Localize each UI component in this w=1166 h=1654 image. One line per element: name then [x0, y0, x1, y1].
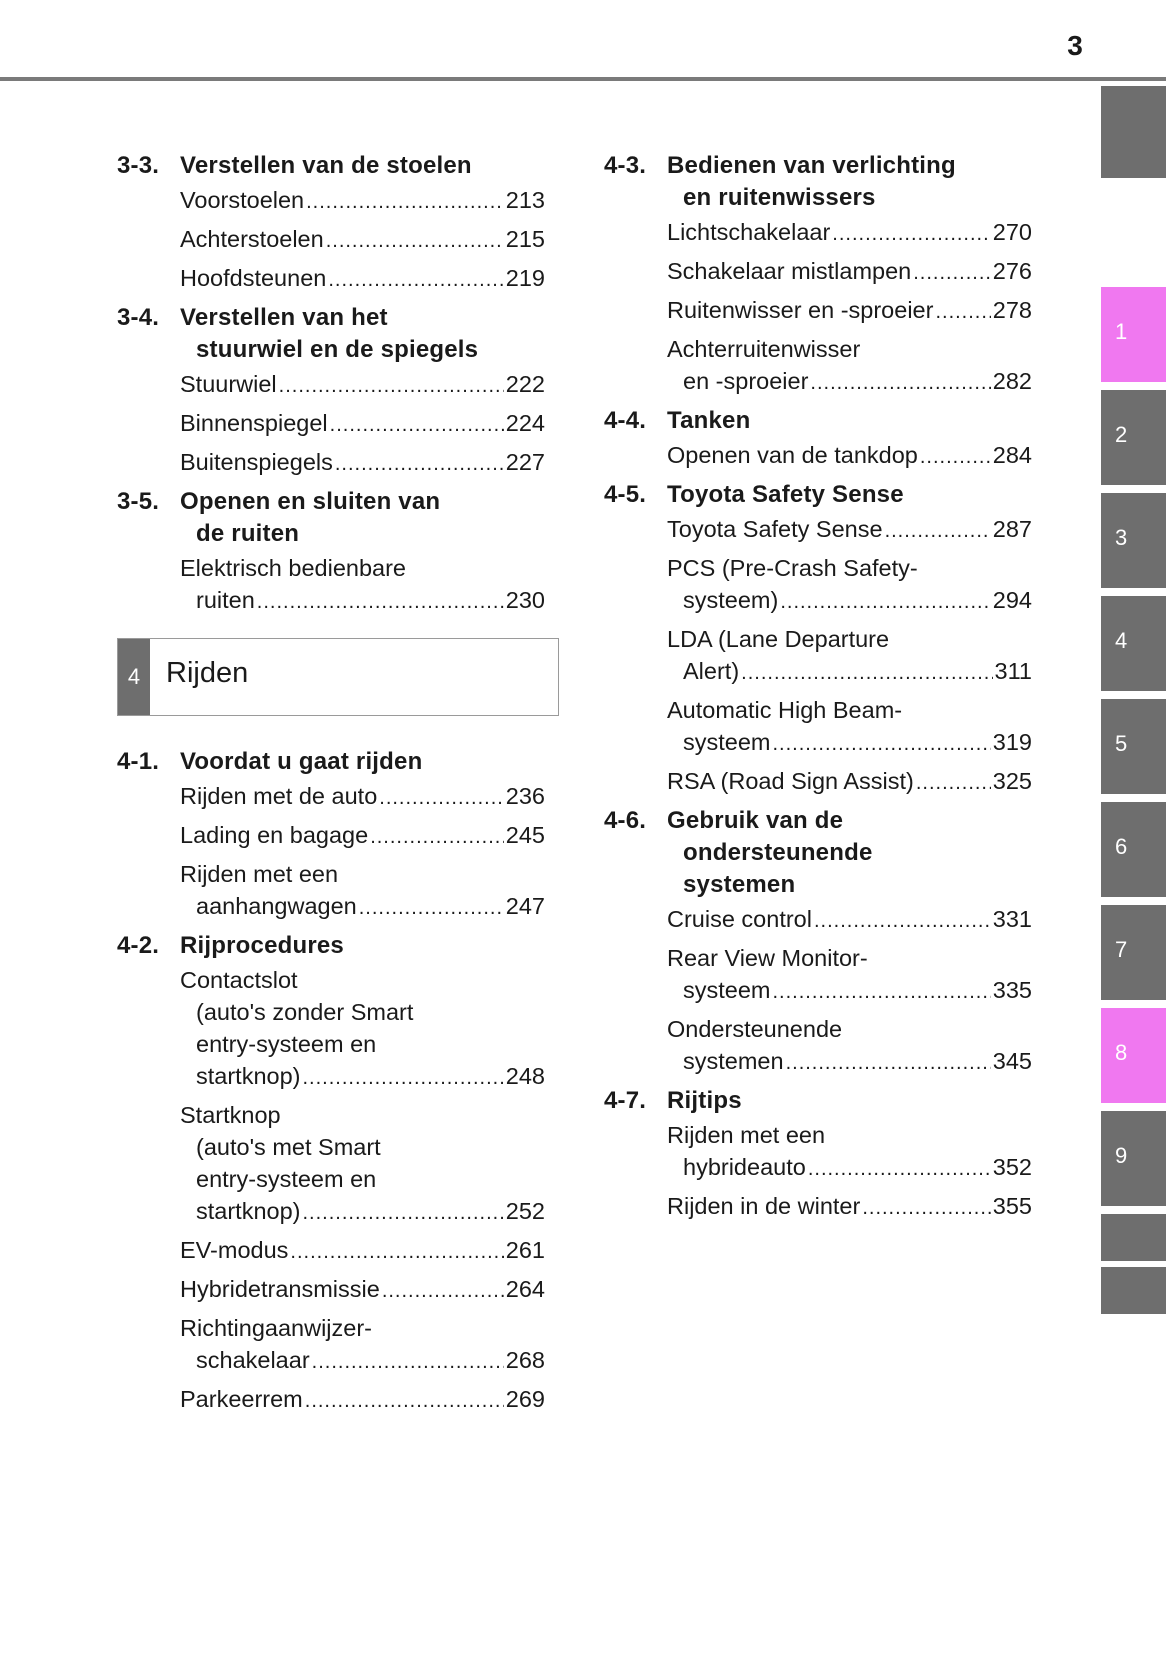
entry-page: 284 [992, 442, 1032, 468]
chapter-tab-label: 7 [1115, 937, 1128, 962]
entry-title: Hybridetransmissie [180, 1276, 380, 1302]
toc-entry[interactable] [667, 1190, 1032, 1224]
entry-row [180, 1060, 545, 1094]
leader-dots [786, 1047, 991, 1079]
entry-page: 352 [992, 1154, 1032, 1180]
toc-section [117, 302, 545, 480]
chapter-tab-label: 8 [1115, 1040, 1128, 1065]
entry-title: Buitenspiegels [180, 449, 333, 475]
leader-dots [328, 264, 503, 296]
chapter-tab[interactable] [1101, 596, 1166, 691]
page-number: 3 [1067, 30, 1083, 61]
entry-title: systeem) [683, 587, 779, 613]
leader-dots [382, 1275, 504, 1307]
entry-page: 287 [992, 516, 1032, 542]
toc-section [604, 150, 1032, 399]
toc-right-column [604, 150, 1032, 1224]
entry-line: entry-systeem en [196, 1031, 377, 1057]
entry-title: Lading en bagage [180, 822, 369, 848]
entry-title: Openen van de tankdop [667, 442, 918, 468]
entry-title: startknop) [196, 1198, 301, 1224]
section-title [180, 150, 545, 182]
section-title-line: ondersteunende [683, 839, 873, 866]
entry-line: Automatic High Beam- [667, 697, 903, 723]
entry-row [667, 1045, 1032, 1079]
chapter-tab[interactable] [1101, 390, 1166, 485]
entry-title: Voorstoelen [180, 187, 305, 213]
leader-dots [808, 1153, 991, 1185]
entry-page: 331 [992, 906, 1032, 932]
entry-page: 227 [505, 449, 545, 475]
section-title [180, 930, 545, 962]
section-heading [604, 405, 1032, 437]
entry-page: 294 [992, 587, 1032, 613]
entry-title: Cruise control [667, 906, 812, 932]
toc-entry[interactable] [667, 255, 1032, 289]
entry-row [667, 294, 1032, 328]
entry-row [667, 365, 1032, 399]
chapter-tab-label: 9 [1115, 1143, 1128, 1168]
section-number: 4-6. [604, 807, 647, 834]
entry-row [180, 262, 545, 296]
section-title-line: Toyota Safety Sense [667, 481, 904, 508]
leader-dots [773, 728, 991, 760]
entry-line: Rijden met een [667, 1122, 826, 1148]
chapter-tab-label: 4 [1115, 628, 1128, 653]
entry-row [180, 184, 545, 218]
leader-dots [359, 892, 504, 924]
toc-entry[interactable] [180, 407, 545, 441]
entry-row [180, 780, 545, 814]
section-title-line: systemen [683, 871, 796, 898]
entry-title: Stuurwiel [180, 371, 277, 397]
leader-dots [330, 409, 504, 441]
section-heading [117, 486, 545, 550]
chapter-tab[interactable] [1101, 86, 1166, 178]
entry-title: ruiten [196, 587, 255, 613]
toc-entry[interactable] [667, 942, 1032, 1008]
header-rule [0, 77, 1166, 81]
entry-title: Ruitenwisser en -sproeier [667, 297, 934, 323]
entry-page: 222 [505, 371, 545, 397]
section-title-line: Verstellen van de stoelen [180, 152, 472, 179]
section-heading [604, 479, 1032, 511]
entry-page: 319 [992, 729, 1032, 755]
entry-page: 270 [992, 219, 1032, 245]
entry-page: 276 [992, 258, 1032, 284]
toc-entry[interactable] [667, 333, 1032, 399]
entry-row [180, 1383, 545, 1417]
leader-dots [306, 186, 504, 218]
entry-title: EV-modus [180, 1237, 289, 1263]
toc-left-top [117, 150, 545, 618]
section-title [667, 479, 1032, 511]
section-title [180, 302, 545, 366]
section-title-line: Verstellen van het [180, 304, 388, 331]
entry-row [667, 216, 1032, 250]
entry-page: 278 [992, 297, 1032, 323]
section-title-line: Gebruik van de [667, 807, 844, 834]
leader-dots [913, 257, 991, 289]
toc-section [604, 805, 1032, 1079]
entry-row [180, 223, 545, 257]
entry-page: 335 [992, 977, 1032, 1003]
section-title [667, 805, 1032, 901]
entry-row [180, 1273, 545, 1307]
section-title-line: en ruitenwissers [683, 184, 876, 211]
entry-line: Elektrisch bedienbare [180, 555, 406, 581]
entry-row [180, 890, 545, 924]
entry-row [667, 726, 1032, 760]
section-number: 4-4. [604, 407, 647, 434]
section-number: 4-3. [604, 152, 647, 179]
leader-dots [305, 1385, 504, 1417]
leader-dots [312, 1346, 504, 1378]
leader-dots [303, 1062, 504, 1094]
section-heading [117, 150, 545, 182]
toc-entry[interactable] [180, 819, 545, 853]
entry-line: Contactslot [180, 967, 298, 993]
section-title [667, 405, 1032, 437]
entry-page: 345 [992, 1048, 1032, 1074]
entry-row [667, 765, 1032, 799]
leader-dots [290, 1236, 503, 1268]
entry-row [180, 584, 545, 618]
chapter-tab[interactable] [1101, 802, 1166, 897]
entry-page: 261 [505, 1237, 545, 1263]
chapter-tab[interactable] [1101, 1008, 1166, 1103]
section-number: 4-7. [604, 1087, 647, 1114]
entry-page: 215 [505, 226, 545, 252]
entry-page: 248 [505, 1063, 545, 1089]
entry-title: Achterstoelen [180, 226, 324, 252]
leader-dots [257, 586, 504, 618]
toc-right [604, 150, 1032, 1224]
entry-title: schakelaar [196, 1347, 310, 1373]
leader-dots [780, 586, 990, 618]
toc-entry[interactable] [180, 1312, 545, 1378]
entry-row [667, 974, 1032, 1008]
entry-page: 224 [505, 410, 545, 436]
toc-left-bottom [117, 746, 545, 1417]
entry-line: (auto's zonder Smart [196, 999, 414, 1025]
section-title-line: Rijprocedures [180, 932, 344, 959]
section-title [667, 150, 1032, 214]
entry-title: Schakelaar mistlampen [667, 258, 912, 284]
section-number: 3-5. [117, 488, 160, 515]
entry-line: (auto's met Smart [196, 1134, 381, 1160]
section-number: 3-3. [117, 152, 160, 179]
section-title-line: Rijtips [667, 1087, 742, 1114]
entry-title: Toyota Safety Sense [667, 516, 883, 542]
entry-title: Hoofdsteunen [180, 265, 327, 291]
leader-dots [379, 782, 504, 814]
toc-entry[interactable] [180, 368, 545, 402]
entry-row [180, 368, 545, 402]
toc-entry[interactable] [180, 1273, 545, 1307]
entry-row [180, 446, 545, 480]
chapter-tab[interactable] [1101, 699, 1166, 794]
entry-row [180, 1344, 545, 1378]
leader-dots [862, 1192, 990, 1224]
section-title-line: de ruiten [196, 520, 300, 547]
section-title [180, 746, 545, 778]
leader-dots [370, 821, 504, 853]
toc-section [604, 479, 1032, 799]
entry-row [180, 407, 545, 441]
entry-row [667, 655, 1032, 689]
section-number: 4-2. [117, 932, 160, 959]
entry-title: hybrideauto [683, 1154, 806, 1180]
leader-dots [814, 905, 991, 937]
chapter-tab[interactable] [1101, 493, 1166, 588]
entry-row [667, 584, 1032, 618]
section-heading [604, 805, 1032, 901]
toc-entry[interactable] [667, 765, 1032, 799]
toc-entry[interactable] [667, 694, 1032, 760]
section-title-line: Tanken [667, 407, 751, 434]
toc-entry[interactable] [180, 780, 545, 814]
chapter-tab[interactable] [1101, 287, 1166, 382]
entry-line: Startknop [180, 1102, 281, 1128]
entry-title: RSA (Road Sign Assist) [667, 768, 914, 794]
toc-entry[interactable] [180, 1099, 545, 1229]
section-heading [117, 302, 545, 366]
section-heading [117, 746, 545, 778]
toc-entry[interactable] [180, 1234, 545, 1268]
leader-dots [920, 441, 991, 473]
entry-row [180, 1195, 545, 1229]
chapter-tab-label: 5 [1115, 731, 1128, 756]
toc-entry[interactable] [667, 439, 1032, 473]
entry-page: 219 [505, 265, 545, 291]
toc-section [117, 486, 545, 618]
toc-entry[interactable] [180, 858, 545, 924]
entry-title: Lichtschakelaar [667, 219, 831, 245]
entry-row [667, 439, 1032, 473]
toc-entry[interactable] [180, 446, 545, 480]
entry-page: 252 [505, 1198, 545, 1224]
section-title-line: Openen en sluiten van [180, 488, 441, 515]
chapter-tab-label: 6 [1115, 834, 1128, 859]
toc-entry[interactable] [667, 1119, 1032, 1185]
toc-entry[interactable] [667, 1013, 1032, 1079]
section-number: 3-4. [117, 304, 160, 331]
section-heading [604, 150, 1032, 214]
entry-row [667, 1151, 1032, 1185]
entry-line: LDA (Lane Departure [667, 626, 890, 652]
toc-section [604, 1085, 1032, 1224]
entry-row [667, 513, 1032, 547]
section-title [667, 1085, 1032, 1117]
section-number: 4-5. [604, 481, 647, 508]
entry-page: 355 [992, 1193, 1032, 1219]
chapter-tab-label: 3 [1115, 525, 1128, 550]
entry-line: Richtingaanwijzer- [180, 1315, 372, 1341]
toc-entry[interactable] [667, 216, 1032, 250]
entry-title: systeem [683, 729, 771, 755]
entry-line: Rijden met een [180, 861, 339, 887]
chapter-number: 4 [118, 639, 150, 715]
section-title-line: Bedienen van verlichting [667, 152, 956, 179]
leader-dots [810, 367, 990, 399]
chapter-tab-label: 1 [1115, 319, 1128, 344]
leader-dots [741, 657, 992, 689]
entry-line: PCS (Pre-Crash Safety- [667, 555, 918, 581]
toc-entry[interactable] [180, 552, 545, 618]
entry-page: 213 [505, 187, 545, 213]
toc-entry[interactable] [667, 623, 1032, 689]
entry-row [667, 1190, 1032, 1224]
entry-page: 311 [994, 658, 1032, 684]
leader-dots [303, 1197, 504, 1229]
leader-dots [279, 370, 504, 402]
leader-dots [326, 225, 504, 257]
chapter-tab-label: 2 [1115, 422, 1128, 447]
toc-entry[interactable] [180, 184, 545, 218]
toc-section [604, 405, 1032, 473]
entry-title: en -sproeier [683, 368, 809, 394]
entry-line: Ondersteunende [667, 1016, 843, 1042]
entry-title: Parkeerrem [180, 1386, 303, 1412]
chapter-tab[interactable] [1101, 1214, 1166, 1261]
toc-section [117, 746, 545, 924]
entry-page: 230 [505, 587, 545, 613]
entry-row [667, 255, 1032, 289]
toc-entry[interactable] [667, 903, 1032, 937]
entry-title: Rijden in de winter [667, 1193, 861, 1219]
toc-entry[interactable] [667, 294, 1032, 328]
leader-dots [335, 448, 504, 480]
toc-entry[interactable] [180, 262, 545, 296]
toc-section [117, 930, 545, 1417]
leader-dots [832, 218, 990, 250]
section-heading [117, 930, 545, 962]
entry-row [180, 819, 545, 853]
chapter-tabs [1101, 0, 1166, 1654]
entry-title: startknop) [196, 1063, 301, 1089]
entry-row [667, 903, 1032, 937]
toc-entry[interactable] [180, 1383, 545, 1417]
section-title-line: Voordat u gaat rijden [180, 748, 423, 775]
chapter-tab[interactable] [1101, 1111, 1166, 1206]
leader-dots [935, 296, 990, 328]
entry-title: Rijden met de auto [180, 783, 378, 809]
entry-title: systeem [683, 977, 771, 1003]
entry-page: 236 [505, 783, 545, 809]
entry-line: Achterruitenwisser [667, 336, 861, 362]
section-heading [604, 1085, 1032, 1117]
toc-left-column [117, 150, 545, 1417]
section-title [180, 486, 545, 550]
entry-line: entry-systeem en [196, 1166, 377, 1192]
chapter-title: Rijden [166, 657, 249, 689]
entry-row [180, 1234, 545, 1268]
section-title-line: stuurwiel en de spiegels [196, 336, 479, 363]
leader-dots [916, 767, 991, 799]
entry-page: 282 [992, 368, 1032, 394]
entry-line: Rear View Monitor- [667, 945, 868, 971]
entry-page: 268 [505, 1347, 545, 1373]
entry-title: systemen [683, 1048, 784, 1074]
leader-dots [885, 515, 991, 547]
toc-entry[interactable] [667, 513, 1032, 547]
entry-page: 264 [505, 1276, 545, 1302]
entry-title: Binnenspiegel [180, 410, 328, 436]
toc-section [117, 150, 545, 296]
entry-page: 269 [505, 1386, 545, 1412]
leader-dots [773, 976, 991, 1008]
chapter-heading [117, 638, 559, 716]
entry-page: 247 [505, 893, 545, 919]
chapter-tab[interactable] [1101, 905, 1166, 1000]
entry-title: Alert) [683, 658, 740, 684]
entry-page: 245 [505, 822, 545, 848]
toc-entry[interactable] [667, 552, 1032, 618]
entry-page: 325 [992, 768, 1032, 794]
chapter-tab[interactable] [1101, 1267, 1166, 1314]
section-number: 4-1. [117, 748, 160, 775]
toc-entry[interactable] [180, 223, 545, 257]
toc-entry[interactable] [180, 964, 545, 1094]
entry-title: aanhangwagen [196, 893, 357, 919]
